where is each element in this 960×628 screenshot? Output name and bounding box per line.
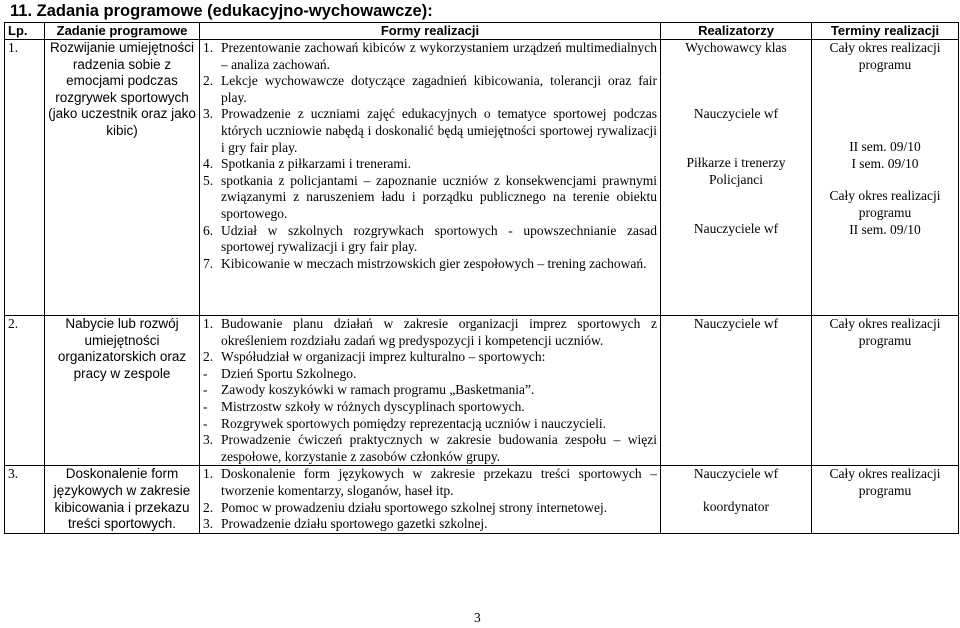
executor: Wychowawcy klas <box>685 40 787 55</box>
terms-cell <box>812 316 959 466</box>
form-item: 1. Prezentowanie zachowań kibiców z wykorzystaniem urządzeń multimedialnych – analiza zachowań. <box>203 40 657 72</box>
executors-cell <box>661 40 812 316</box>
form-item: 5. spotkania z policjantami – zapoznanie uczniów z konsekwencjami prawnymi związanymi z naruszeniem ładu i porządku publicznego na terenie obiektu sportowego. <box>203 172 657 221</box>
page-heading: 11. Zadania programowe (edukacyjno-wychowawcze): <box>10 2 433 20</box>
task-cell: Nabycie lub rozwój umiejętności organizatorskich oraz pracy w zespole <box>45 316 200 466</box>
form-item: 7. Kibicowanie w meczach mistrzowskich gier zespołowych – trening zachowań. <box>203 255 647 271</box>
task-cell: Doskonalenie form językowych w zakresie kibicowania i przekazu treści sportowych. <box>45 466 200 533</box>
executor: Nauczyciele wf <box>693 221 779 237</box>
column-header-lp: Lp. <box>5 23 45 40</box>
table-header-row <box>5 23 959 40</box>
row-number: 1. <box>5 40 45 316</box>
row-number: 3. <box>5 466 45 533</box>
page-number: 3 <box>474 610 481 625</box>
form-item: 2. Lekcje wychowawcze dotyczące zagadnień kibicowania, tolerancji oraz fair play. <box>203 73 657 105</box>
term: I sem. 09/10 <box>851 155 919 171</box>
form-item: 1. Doskonalenie form językowych w zakresie przekazu treści sportowych – tworzenie komentarzy, sloganów, haseł itp. <box>203 466 657 498</box>
row-number: 2. <box>5 316 45 466</box>
terms-cell <box>812 40 959 316</box>
forms-cell <box>200 466 661 533</box>
term: Cały okres realizacji programu <box>829 316 941 348</box>
executors-cell <box>661 466 812 533</box>
executors-cell <box>661 316 812 466</box>
executor: Nauczyciele wf <box>693 105 779 121</box>
column-header-task: Zadanie programowe <box>45 23 200 40</box>
form-item: - Mistrzostw szkoły w różnych dyscyplinach sportowych. <box>203 398 525 414</box>
form-item: 3. Prowadzenie z uczniami zajęć edukacyjnych o tematyce sportowej podczas których uczniowie nabędą i doskonalić będą umiejętności sportowej rywalizacji i gry fair play. <box>203 106 657 155</box>
executor: Piłkarze i trenerzy <box>686 155 786 171</box>
form-item: 4. Spotkania z piłkarzami i trenerami. <box>203 156 412 172</box>
term: Cały okres realizacji programu <box>829 466 941 498</box>
executor: Nauczyciele wf <box>693 466 779 482</box>
table-row <box>5 40 959 316</box>
table-row <box>5 466 959 533</box>
form-item: - Rozgrywek sportowych pomiędzy reprezentacją uczniów i nauczycieli. <box>203 415 606 431</box>
program-table <box>4 22 959 534</box>
table-row <box>5 316 959 466</box>
executor: Nauczyciele wf <box>693 316 779 331</box>
form-item: - Zawody koszykówki w ramach programu „Basketmania”. <box>203 382 535 398</box>
form-item: 3. Prowadzenie ćwiczeń praktycznych w zakresie budowania zespołu – więzi zespołowe, korzystanie z zasobów członków grupy. <box>203 432 657 464</box>
form-item: 1. Budowanie planu działań w zakresie organizacji imprez sportowych z określeniem rozdziału zadań wg predyspozycji i kompetencji uczniów. <box>203 316 657 348</box>
column-header-forms: Formy realizacji <box>200 23 661 40</box>
task-cell: Rozwijanie umiejętności radzenia sobie z emocjami podczas rozgrywek sportowych (jako uczestnik oraz jako kibic) <box>45 40 200 316</box>
forms-cell <box>200 316 661 466</box>
column-header-executors: Realizatorzy <box>661 23 812 40</box>
term: II sem. 09/10 <box>849 139 921 155</box>
form-item: - Dzień Sportu Szkolnego. <box>203 365 357 381</box>
executor: koordynator <box>703 498 769 514</box>
form-item: 2. Współudział w organizacji imprez kulturalno – sportowych: <box>203 349 546 365</box>
executor: Policjanci <box>709 171 763 187</box>
forms-cell <box>200 40 661 316</box>
form-item: 6. Udział w szkolnych rozgrywkach sportowych - upowszechnianie zasad sportowej rywalizacji i gry fair play. <box>203 222 657 255</box>
terms-cell <box>812 466 959 533</box>
column-header-terms: Terminy realizacji <box>812 23 959 40</box>
term: Cały okres realizacji programu <box>829 40 941 72</box>
term: II sem. 09/10 <box>849 221 921 237</box>
form-item: 2. Pomoc w prowadzeniu działu sportowego szkolnej strony internetowej. <box>203 499 608 515</box>
term: Cały okres realizacji programu <box>829 188 941 220</box>
form-item: 3. Prowadzenie działu sportowego gazetki szkolnej. <box>203 516 488 532</box>
